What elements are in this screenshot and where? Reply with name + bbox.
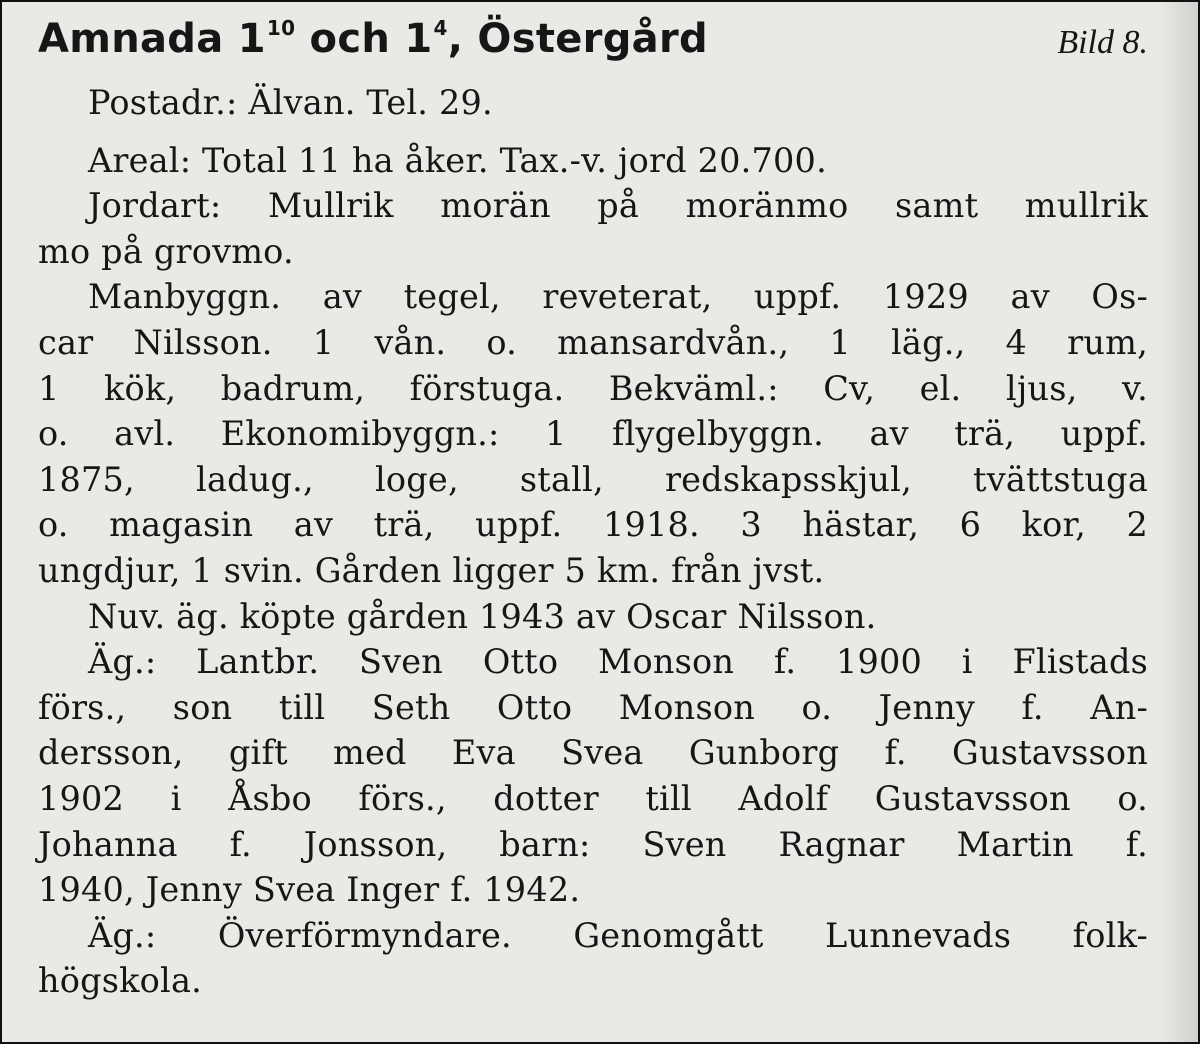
text-line: Manbyggn. av tegel, reveterat, uppf. 1929 av Os- (88, 277, 1148, 317)
text-line: mo på grovmo. (38, 231, 294, 271)
text-line: ungdjur, 1 svin. Gården ligger 5 km. från jvst. (38, 550, 825, 590)
title-text: Amnada 1 (38, 16, 266, 62)
text-line: Nuv. äg. köpte gården 1943 av Oscar Nilsson. (88, 596, 877, 636)
text-line: Äg.: Överförmyndare. Genomgått Lunnevads folk- (88, 915, 1148, 955)
text-line: 1 kök, badrum, förstuga. Bekväml.: Cv, el. ljus, v. (38, 368, 1148, 408)
text-line: Johanna f. Jonsson, barn: Sven Ragnar Martin f. (38, 824, 1148, 864)
picture-reference: Bild 8. (1057, 24, 1148, 61)
text-line: dersson, gift med Eva Svea Gunborg f. Gustavsson (38, 733, 1148, 773)
entry-header (38, 12, 1148, 66)
text-line: o. magasin av trä, uppf. 1918. 3 hästar, 6 kor, 2 (38, 505, 1148, 545)
text-line: car Nilsson. 1 vån. o. mansardvån., 1 läg., 4 rum, (38, 322, 1148, 362)
text-line: o. avl. Ekonomibyggn.: 1 flygelbyggn. av trä, uppf. (38, 414, 1148, 454)
text-line: Areal: Total 11 ha åker. Tax.-v. jord 20.700. (88, 140, 827, 180)
text-line: Postadr.: Älvan. Tel. 29. (88, 83, 493, 122)
text-line: förs., son till Seth Otto Monson o. Jenny f. An- (38, 687, 1148, 727)
text-line: 1940, Jenny Svea Inger f. 1942. (38, 870, 581, 910)
text-line: Äg.: Lantbr. Sven Otto Monson f. 1900 i Flistads (88, 642, 1148, 682)
text-line: högskola. (38, 961, 202, 1001)
title-superscript: 4 (433, 16, 448, 40)
entry-title (38, 12, 708, 66)
title-text: och 1 (295, 16, 433, 62)
text-line: Jordart: Mullrik morän på moränmo samt mullrik (88, 186, 1148, 226)
title-superscript: 10 (266, 16, 296, 40)
title-text: , Östergård (447, 16, 708, 62)
entry-body (38, 80, 1148, 1004)
text-line: 1875, ladug., loge, stall, redskapsskjul, tvättstuga (38, 459, 1148, 499)
text-line: 1902 i Åsbo förs., dotter till Adolf Gustavsson o. (38, 778, 1148, 818)
